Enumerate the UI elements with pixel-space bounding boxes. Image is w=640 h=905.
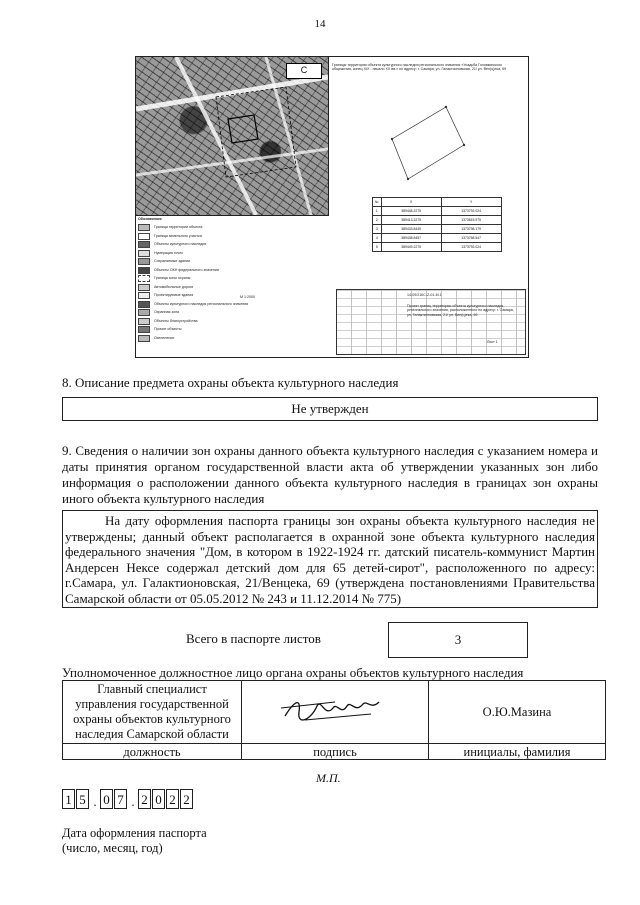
date-digit: 1 [62, 789, 75, 809]
coord-cell: 389448.2275 [381, 207, 441, 216]
legend-swatch [138, 233, 150, 240]
stamp-code: 14-09/21КС-Z-01-М.1 [407, 293, 442, 297]
coord-cell: 1373768.547 [441, 234, 501, 243]
map-scale: М 1:2000 [240, 295, 255, 299]
stamp-place: М.П. [316, 771, 341, 785]
signature-icon [275, 690, 395, 730]
coord-cell: 1 [373, 207, 382, 216]
table-row [373, 225, 502, 234]
legend-swatch [138, 301, 150, 308]
legend-swatch [138, 326, 150, 333]
signature-cell [242, 681, 429, 744]
legend-item: Граница территории объекта [138, 223, 323, 232]
protection-zones-field: На дату оформления паспорта границы зон охраны объекта культурного наследия не утверждены; данный объект располагается в охранной зоне объекта культурного наследия федерального значения "Дом, в котором в 1922-1924 гг. датский писатель-коммунист Мартин Андерсен Нексе содержал детский дом для 65 детей-сирот", расположенного по адресу: г.Самара, ул. Галактионовская, 21/Венцека, 69 (утверждена постановлениями Правительства Самарской области от 05.05.2012 № 243 и 11.12.2014 № 775) [62, 510, 598, 608]
caption-position: должность [63, 744, 242, 760]
legend-title: Обозначения [138, 217, 162, 221]
caption-signature: подпись [242, 744, 429, 760]
coord-cell: 389449.2275 [381, 243, 441, 252]
date-digit: 7 [114, 789, 127, 809]
legend-swatch [138, 275, 150, 282]
coord-cell: 4 [373, 234, 382, 243]
compass-icon: C [286, 63, 322, 79]
stamp-text: Проект границ территории объекта культурного наследия регионального значения, расположенного по адресу: г. Самара, ул. Галактионовская, 21/ ул. Вен(ц)ека, 69 [407, 304, 514, 317]
map-legend [138, 217, 323, 342]
boundary-map [135, 56, 529, 358]
coordinates-table [372, 197, 502, 252]
table-row [373, 207, 502, 216]
date-digit: 5 [76, 789, 89, 809]
legend-item: Автомобильные дороги [138, 283, 323, 292]
legend-swatch [138, 318, 150, 325]
coord-cell: 1373798.179 [441, 225, 501, 234]
coord-cell: 389413.2275 [381, 216, 441, 225]
date-digit: 2 [180, 789, 193, 809]
legend-swatch [138, 258, 150, 265]
coord-cell: 2 [373, 216, 382, 225]
legend-item: Объекты благоустройства [138, 317, 323, 326]
legend-item: Граница зоны охраны [138, 274, 323, 283]
table-row [63, 681, 606, 744]
legend-item: Проектируемые здания [138, 291, 323, 300]
aerial-photo [136, 57, 329, 216]
coord-header: Y [441, 198, 501, 207]
date-digit: 2 [138, 789, 151, 809]
legend-item: Сохраняемые здания [138, 257, 323, 266]
coord-cell: 1373792.024 [441, 243, 501, 252]
legend-item: Охранная зона [138, 308, 323, 317]
sheets-count-field: 3 [388, 622, 528, 658]
date-separator: . [93, 794, 97, 809]
coord-header: X [381, 198, 441, 207]
legend-swatch [138, 250, 150, 257]
coord-header: № [373, 198, 382, 207]
legend-swatch [138, 284, 150, 291]
official-title: Уполномоченное должностное лицо органа охраны объектов культурного наследия [62, 665, 524, 680]
section-9-title: 9. Сведения о наличии зон охраны данного объекта культурного наследия с указанием номера и даты принятия органом государственной власти акта об утверждении указанных зон либо информация о расположении данного объекта культурного наследия в границах зон охраны иного объекта культурного наследия [62, 443, 598, 506]
date-digit: 0 [152, 789, 165, 809]
coord-cell: 389438.8457 [381, 234, 441, 243]
official-position: Главный специалист управления государственной охраны объектов культурного наследия Самарской области [63, 681, 242, 744]
legend-swatch [138, 267, 150, 274]
date-field [62, 789, 194, 809]
official-name: О.Ю.Мазина [429, 681, 606, 744]
date-digit: 2 [166, 789, 179, 809]
sheets-count-label: Всего в паспорте листов [186, 631, 321, 646]
coord-cell: 5 [373, 243, 382, 252]
plot-outline-sketch [372, 99, 482, 189]
legend-item: Озеленение [138, 334, 323, 343]
table-row [373, 243, 502, 252]
coord-cell: 3 [373, 225, 382, 234]
legend-item: Объекты культурного наследия регионального значения [138, 300, 323, 309]
date-digit: 0 [100, 789, 113, 809]
table-row [373, 234, 502, 243]
date-separator: . [131, 794, 135, 809]
legend-item: Объекты культурного наследия [138, 240, 323, 249]
protection-subject-field: Не утвержден [62, 397, 598, 421]
legend-swatch [138, 309, 150, 316]
section-8-title: 8. Описание предмета охраны объекта культурного наследия [62, 375, 399, 390]
legend-swatch [138, 224, 150, 231]
legend-item: Нумерация точек [138, 249, 323, 258]
table-row [373, 216, 502, 225]
coord-cell: 1373815.975 [441, 216, 501, 225]
page-number: 14 [314, 18, 326, 30]
legend-item: Граница земельного участка [138, 232, 323, 241]
legend-item: Объекты ОКН федерального значения [138, 266, 323, 275]
legend-swatch [138, 292, 150, 299]
coord-cell: 1373792.024 [441, 207, 501, 216]
date-caption: Дата оформления паспорта (число, месяц, год) [62, 826, 207, 855]
legend-item: Прочие объекты [138, 325, 323, 334]
legend-swatch [138, 241, 150, 248]
title-block-stamp [336, 289, 526, 355]
stamp-sheet: Лист 1 [487, 340, 498, 344]
legend-swatch [138, 335, 150, 342]
caption-name: инициалы, фамилия [429, 744, 606, 760]
table-row [63, 744, 606, 760]
coord-cell: 389433.8449 [381, 225, 441, 234]
signature-table [62, 680, 606, 760]
map-caption: Границы территории объекта культурного наследия регионального значения «Усадьба Головкинского общежития, конец XIX - начало XX вв.» по адресу: г. Самара, ул. Галактионовская, 21/ ул. Вен(ц)ека, 69 [332, 63, 507, 72]
